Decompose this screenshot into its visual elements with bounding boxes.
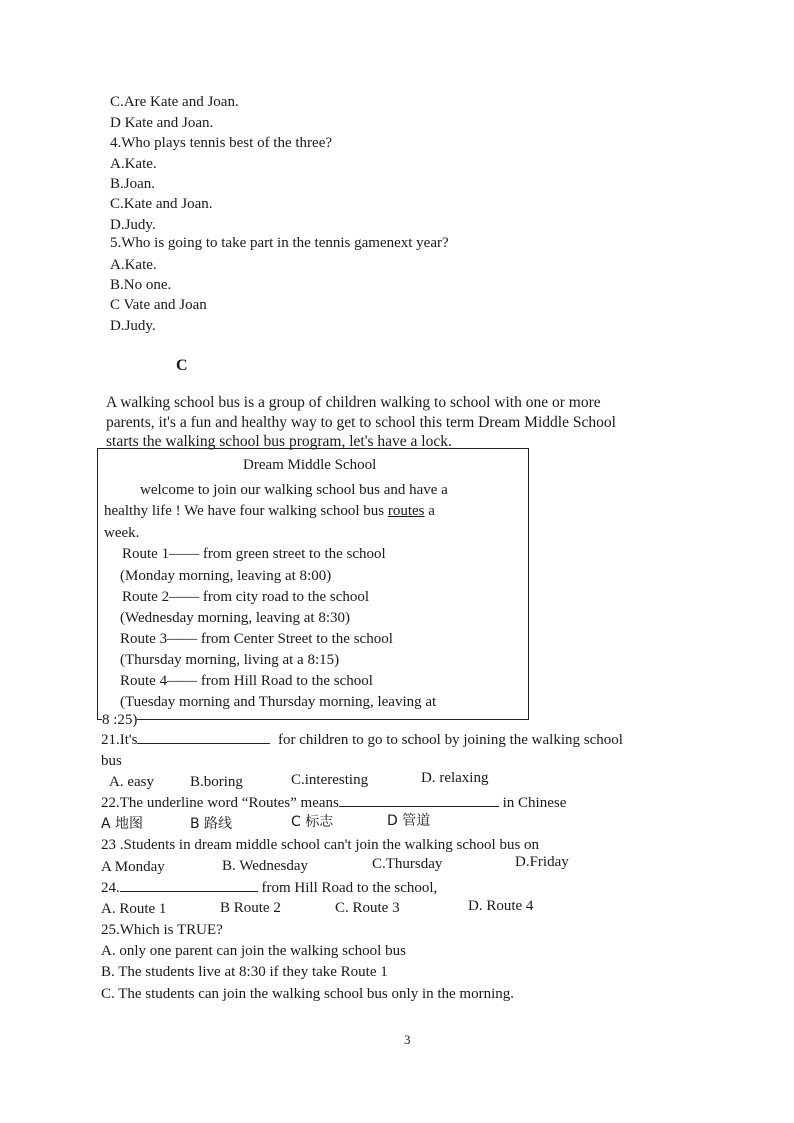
route-3: Route 3—— from Center Street to the school [120,631,393,647]
q4-option-d: D.Judy. [110,217,156,233]
q5-option-b: B.No one. [110,277,172,293]
q4-option-a: A.Kate. [110,156,157,172]
q24-blank [120,877,258,892]
q21-option-b: B.boring [190,774,243,790]
notice-line-3: week. [104,525,140,541]
q23-option-b: B. Wednesday [222,858,309,874]
q22-blank [339,792,499,807]
q4-question: 4.Who plays tennis best of the three? [110,135,333,151]
q25-option-b: B. The students live at 8:30 if they take Route 1 [101,964,388,980]
notice-line-1: welcome to join our walking school bus and have a [140,482,448,498]
route-3-time: (Thursday morning, living at a 8:15) [120,652,340,668]
q21-pre: 21.It's [101,732,138,748]
q23-option-c: C.Thursday [372,856,443,872]
q24-post: from Hill Road to the school, [261,880,438,896]
q24-option-c: C. Route 3 [335,900,400,916]
q21-question [101,729,623,750]
q21-cont: bus [101,753,122,769]
q4-option-c: C.Kate and Joan. [110,196,213,212]
q21-post: for children to go to school by joining the walking school [277,732,623,748]
notice-box [97,448,529,728]
q5-option-a: A.Kate. [110,257,157,273]
q24-option-d: D. Route 4 [468,898,534,914]
q22-pre: 22.The underline word “Routes” means [101,795,339,811]
q24-question [101,877,437,898]
q5-question: 5.Who is going to take part in the tennis gamenext year? [110,235,449,251]
q22-question [101,792,566,813]
notice-line-2 [104,501,435,521]
intro-line-3: starts the walking school bus program, let's have a lock. [106,433,452,450]
q21-option-a: A. easy [109,774,154,790]
q24-pre: 24. [101,880,120,896]
q22-option-d: D 管道 [387,813,431,829]
route-4-time: (Tuesday morning and Thursday morning, leaving at [120,694,437,710]
notice-line-2-post: a [424,503,435,519]
q22-post: in Chinese [502,795,567,811]
q22-option-c: C 标志 [291,814,334,830]
q25-question: 25.Which is TRUE? [101,922,223,938]
q21-option-d: D. relaxing [421,770,489,786]
q24-option-a: A. Route 1 [101,901,167,917]
q23-question: 23 .Students in dream middle school can't join the walking school bus on [101,837,540,853]
route-1-time: (Monday morning, leaving at 8:00) [120,568,332,584]
route-1: Route 1—— from green street to the school [122,546,386,562]
page-number: 3 [404,1032,411,1047]
route-4: Route 4—— from Hill Road to the school [120,673,373,689]
intro-line-2: parents, it's a fun and healthy way to get to school this term Dream Middle School [106,414,616,431]
underlined-routes-word: routes [387,503,425,519]
q23-option-d: D.Friday [515,854,569,870]
q22-option-b: B 路线 [190,816,233,832]
q23-option-a: A Monday [101,859,165,875]
q24-option-b: B Route 2 [220,900,281,916]
q22-option-a: A 地图 [101,816,144,832]
notice-title: Dream Middle School [243,457,377,473]
route-2-time: (Wednesday morning, leaving at 8:30) [120,610,350,626]
q21-option-c: C.interesting [291,772,369,788]
q25-option-a: A. only one parent can join the walking school bus [101,943,406,959]
notice-line-2-pre: healthy life ! We have four walking school bus [104,503,388,519]
section-heading-c: C [176,357,188,374]
q25-option-c: C. The students can join the walking school bus only in the morning. [101,986,515,1002]
q5-option-c: C Vate and Joan [110,297,207,313]
q4-option-b: B.Joan. [110,176,155,192]
route-2: Route 2—— from city road to the school [122,589,370,605]
q3-option-c: C.Are Kate and Joan. [110,94,239,110]
route-4-time-cont: 8 :25) [102,712,138,728]
q3-option-d: D Kate and Joan. [110,115,214,131]
intro-line-1: A walking school bus is a group of children walking to school with one or more [106,394,601,411]
q21-blank [137,729,270,744]
q5-option-d: D.Judy. [110,318,156,334]
